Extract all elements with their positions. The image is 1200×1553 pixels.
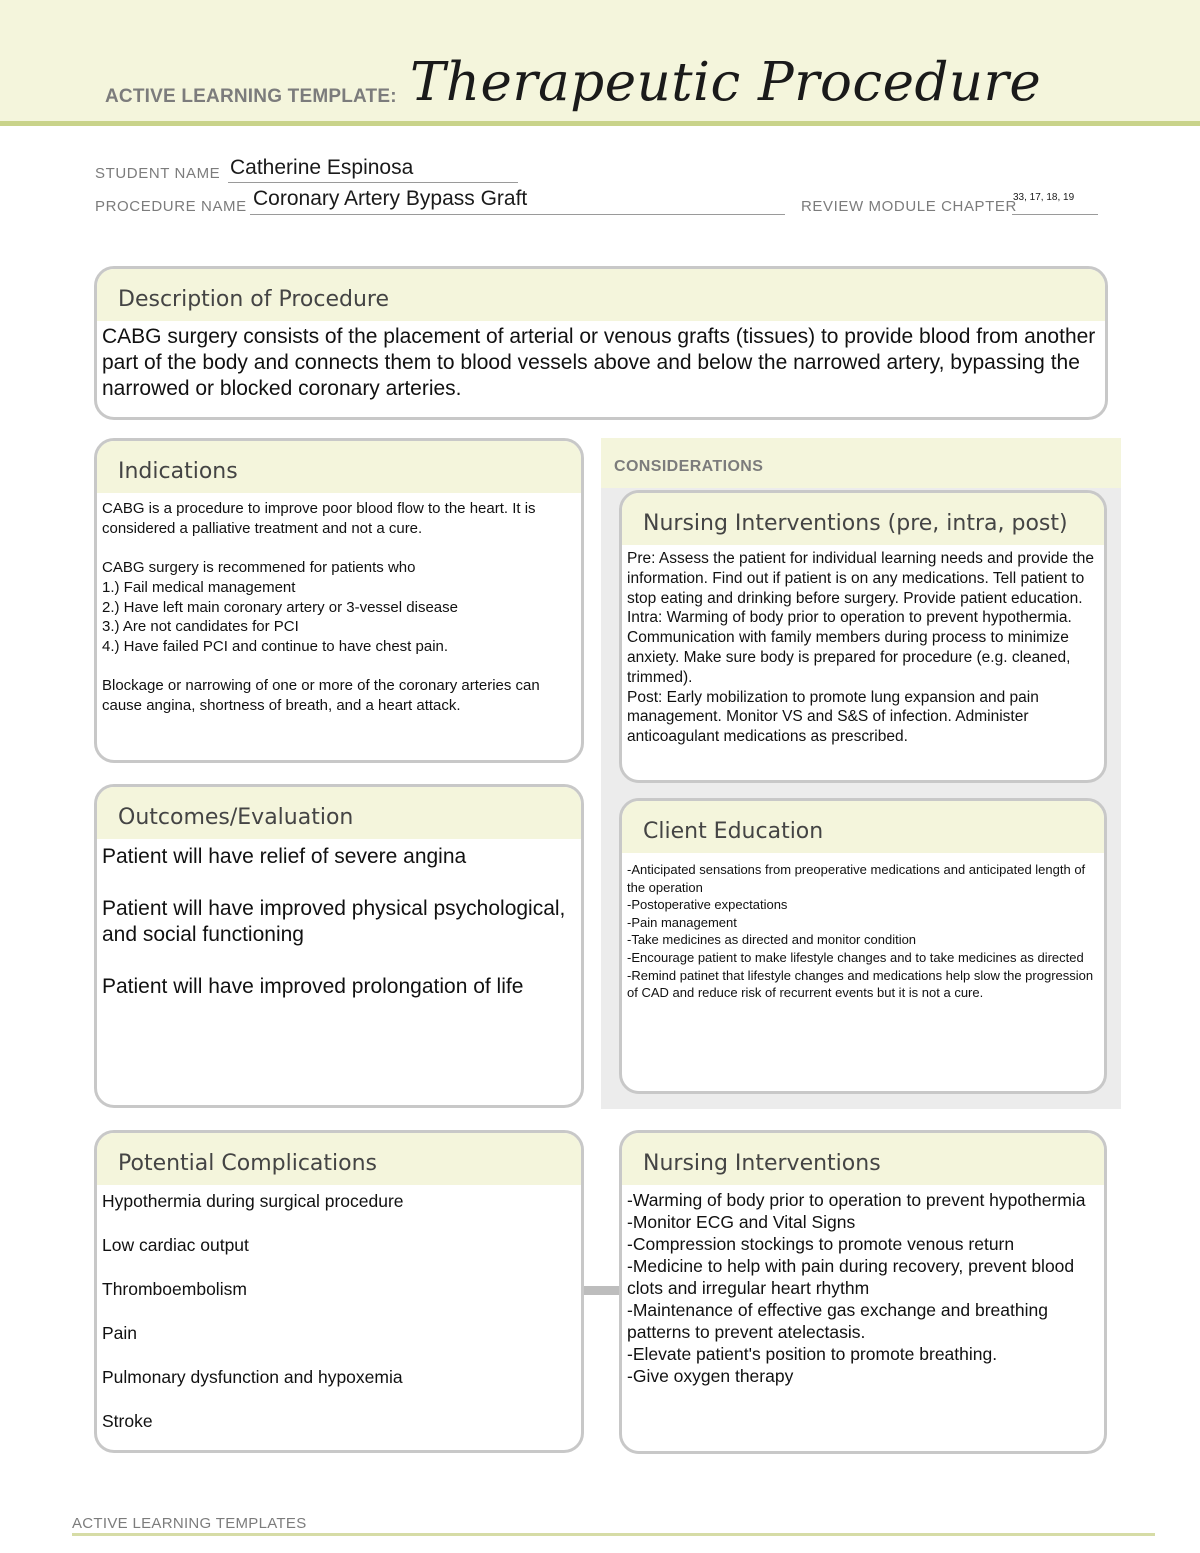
student-name-line [228,182,518,183]
review-module-line [1012,214,1098,215]
nursing-interventions-phases-title: Nursing Interventions (pre, intra, post) [622,493,1104,545]
footer-label: ACTIVE LEARNING TEMPLATES [72,1515,307,1532]
nursing-interventions-phases-box [619,490,1107,783]
outcomes-title: Outcomes/Evaluation [97,787,581,839]
student-name-field[interactable]: Catherine Espinosa [230,156,414,179]
nursing-interventions-box [619,1130,1107,1454]
description-box [94,266,1108,420]
indications-title: Indications [97,441,581,493]
procedure-name-line [250,214,785,215]
outcomes-text[interactable]: Patient will have relief of severe angina Patient will have improved physical psychological, and social functioning Patient will have improved prolongation of life [102,845,566,998]
procedure-name-label: PROCEDURE NAME [95,198,247,215]
complications-title: Potential Complications [97,1133,581,1185]
indications-text[interactable]: CABG is a procedure to improve poor blood flow to the heart. It is considered a palliative treatment and not a cure. CABG surgery is recommened for patients who 1.) Fail medical management 2.) Have left main coronary artery or 3-vessel disease 3.) Are not candidates for PCI 4.) Have failed PCI and continue to have chest pain. Blockage or narrowing of one or more of the coronary arteries can cause angina, shortness of breath, and a heart attack. [102,500,540,715]
complications-text[interactable]: Hypothermia during surgical procedure Low cardiac output Thromboembolism Pain Pulmonary dysfunction and hypoxemia Stroke [102,1191,404,1431]
header-rule [0,121,1200,126]
template-title: Therapeutic Procedure [410,52,1042,113]
outcomes-box [94,784,584,1108]
considerations-label: CONSIDERATIONS [614,458,764,475]
student-name-label: STUDENT NAME [95,165,221,182]
complications-box [94,1130,584,1453]
template-label: ACTIVE LEARNING TEMPLATE: [105,86,397,107]
client-education-box [619,798,1107,1094]
client-education-text[interactable]: -Anticipated sensations from preoperative medications and anticipated length of the operation -Postoperative expectations -Pain management -Take medicines as directed and monitor condition -Encourage patient to make lifestyle changes and to take medicines as directed -Remind patinet that lifestyle changes and medications help slow the progression of CAD and reduce risk of recurrent events but it is not a cure. [627,862,1094,1001]
description-text[interactable]: CABG surgery consists of the placement of arterial or venous grafts (tissues) to provide blood from another part of the body and connects them to blood vessels above and below the narrowed artery, bypassing the narrowed or blocked coronary arteries. [102,325,1096,400]
procedure-name-field[interactable]: Coronary Artery Bypass Graft [253,187,528,210]
description-title: Description of Procedure [97,269,1105,321]
indications-box [94,438,584,763]
footer-rule [72,1533,1155,1536]
client-education-title: Client Education [622,801,1104,853]
connector-bar [583,1286,621,1295]
nursing-interventions-phases-text[interactable]: Pre: Assess the patient for individual learning needs and provide the information. Find out if patient is on any medications. Tell patient to stop eating and drinking before surgery. Provide patient education. Intra: Warming of body prior to operation to prevent hypothermia. Communication with family members during process to minimize anxiety. Make sure body is prepared for procedure (e.g. cleaned, trimmed). Post: Early mobilization to promote lung expansion and pain management. Monitor VS and S&S of infection. Administer anticoagulant medications as prescribed. [627,550,1095,746]
nursing-interventions-text[interactable]: -Warming of body prior to operation to prevent hypothermia -Monitor ECG and Vital Signs -Compression stockings to promote venous return -Medicine to help with pain during recovery, prevent blood clots and irregular heart rhythm -Maintenance of effective gas exchange and breathing patterns to prevent atelectasis. -Elevate patient's position to promote breathing. -Give oxygen therapy [627,1190,1086,1386]
review-module-field[interactable]: 33, 17, 18, 19 [1013,192,1075,203]
nursing-interventions-title: Nursing Interventions [622,1133,1104,1185]
review-module-label: REVIEW MODULE CHAPTER [801,198,1017,215]
